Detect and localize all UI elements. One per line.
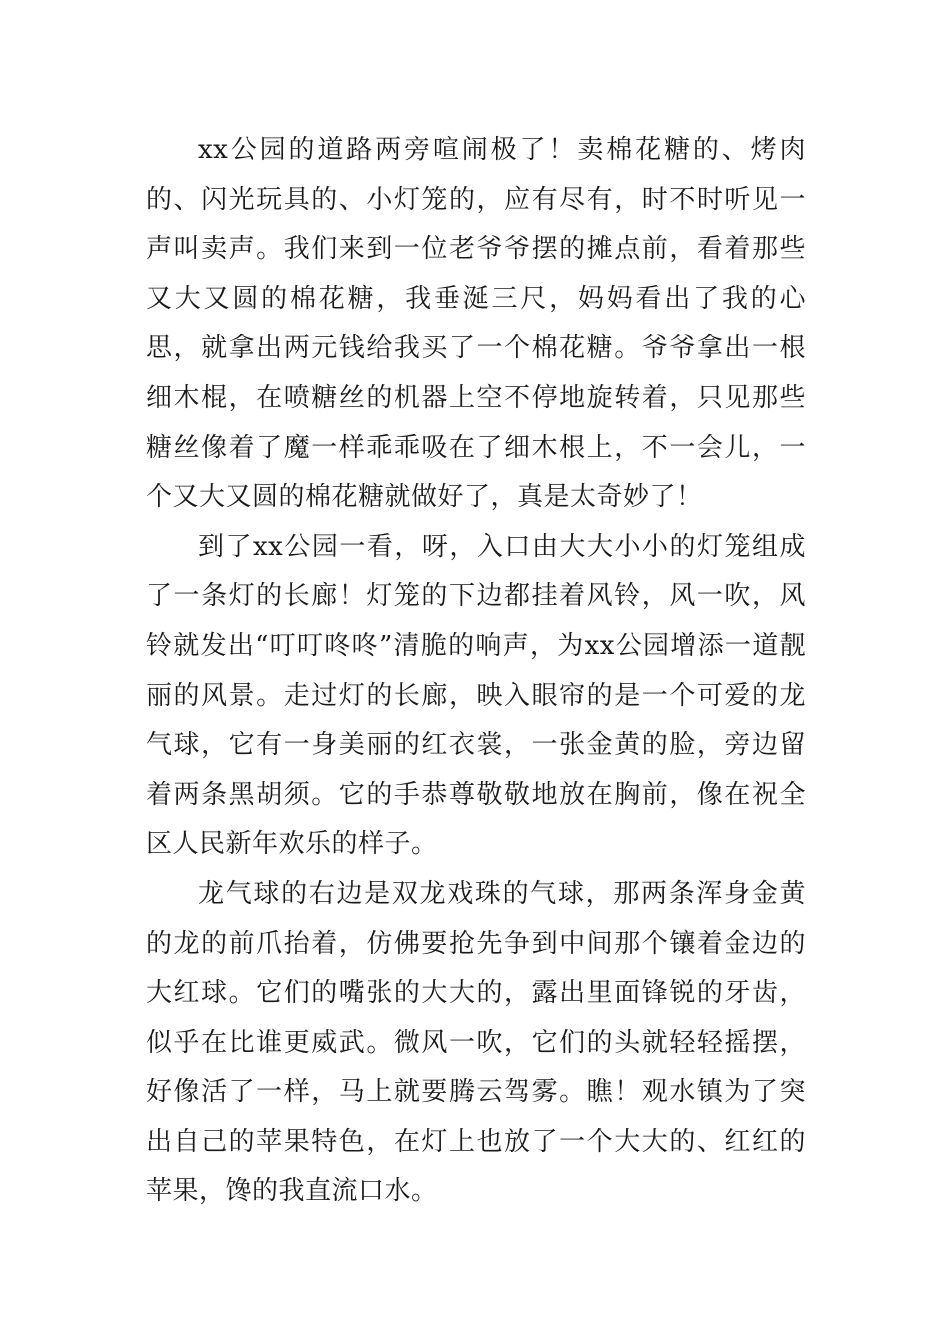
document-page xyxy=(146,126,806,1217)
paragraph-1: xx公园的道路两旁喧闹极了！卖棉花糖的、烤肉的、闪光玩具的、小灯笼的，应有尽有，时不时听见一声叫卖声。我们来到一位老爷爷摆的摊点前，看着那些又大又圆的棉花糖，我垂涎三尺，妈妈看出了我的心思，就拿出两元钱给我买了一个棉花糖。爷爷拿出一根细木棍，在喷糖丝的机器上空不停地旋转着，只见那些糖丝像着了魔一样乖乖吸在了细木根上，不一会儿，一个又大又圆的棉花糖就做好了，真是太奇妙了！ xyxy=(146,135,806,513)
paragraph-2: 到了xx公园一看，呀，入口由大大小小的灯笼组成了一条灯的长廊！灯笼的下边都挂着风铃，风一吹，风铃就发出“叮叮咚咚”清脆的响声，为xx公园增添一道靓丽的风景。走过灯的长廊，映入眼帘的是一个可爱的龙气球，它有一身美丽的红衣裳，一张金黄的脸，旁边留着两条黑胡须。它的手恭尊敬敬地放在胸前，像在祝全区人民新年欢乐的样子。 xyxy=(146,531,806,860)
paragraph-3: 龙气球的右边是双龙戏珠的气球，那两条浑身金黄的龙的前爪抬着，仿佛要抢先争到中间那个镶着金边的大红球。它们的嘴张的大大的，露出里面锋锐的牙齿，似乎在比谁更威武。微风一吹，它们的头就轻轻摇摆，好像活了一样，马上就要腾云驾雾。瞧！观水镇为了突出自己的苹果特色，在灯上也放了一个大大的、红红的苹果，馋的我直流口水。 xyxy=(146,878,806,1207)
